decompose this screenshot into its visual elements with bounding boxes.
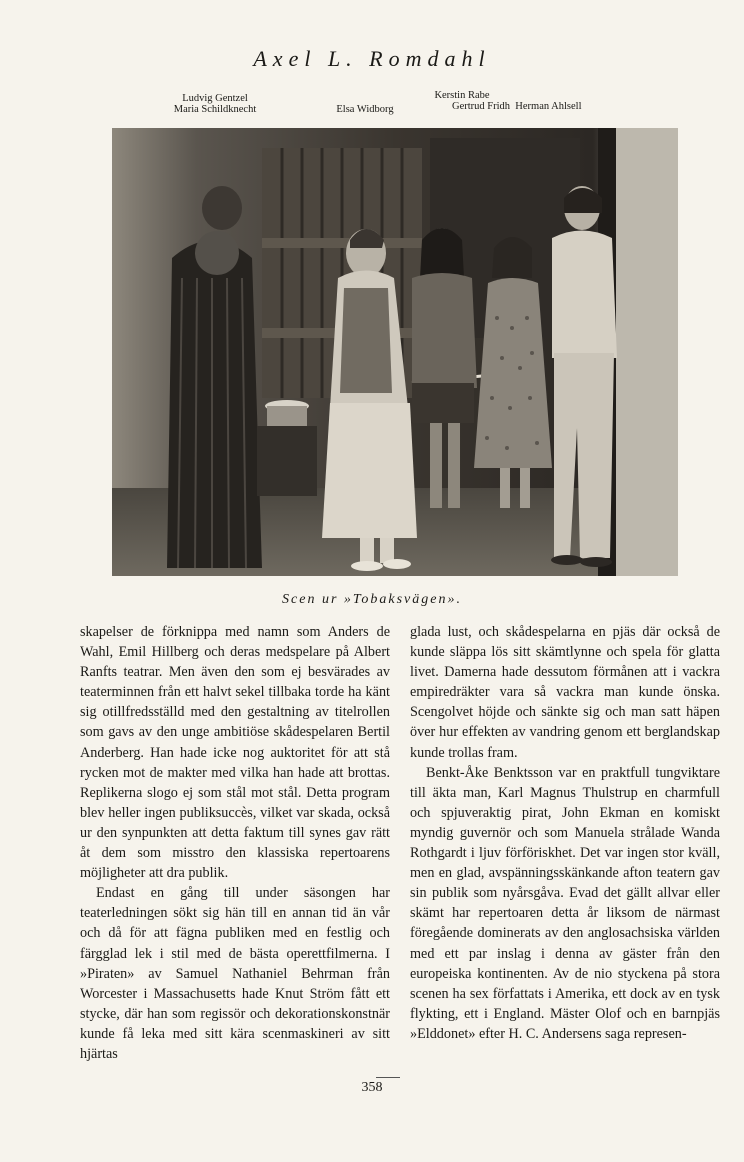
- credit-herman-ahlsell: Herman Ahlsell: [515, 101, 582, 112]
- credit-maria-schildknecht: Maria Schildknecht: [173, 104, 257, 115]
- right-column: [410, 622, 720, 1044]
- photo-caption: Scen ur »Tobaksvägen».: [282, 592, 462, 607]
- page-number: 358: [361, 1080, 383, 1095]
- right-paragraph-2: Benkt-Åke Benktsson var en praktfull tungviktare till äkta man, Karl Magnus Thulstrup en charmfull och spjuveraktig pirat, John Ekman en komiskt myndig guvernör och som Manuela strålade Wanda Rothgardt i ljuv förföriskhet. Det var ingen stor kväll, men en glad, avspänningsskänkande afton teatern gav sin publik som nyårsgåva. Evad det gällt allvar eller skämt har repertoaren detta år liksom de närmast föregående dominerats av den anglosachsiska världen med ett par inslag i denna av gäster från den europeiska kontinenten. Av de nio styckena på stora scenen ha sex författats i Amerika, ett dock av en tysk flykting, ett i England. Mäster Olof och en barnpjäs »Elddonet» efter H. C. Andersens saga represen-: [410, 764, 720, 1042]
- photo-credit-center: [312, 104, 418, 115]
- left-paragraph-2: Endast en gång till under säsongen har teaterledningen sökt sig hän till en annan tid än vår och då för att fägna publiken med en festlig och färgglad lek i stil med de bästa operettfilmerna. I »Piraten» av Samuel Nathaniel Behrman från Worcester i Massachusetts hade Knut Ström fått ett stycke, där han som regissör och dekorationskonstnär kunde få leka med sitt kära scenmaskineri av sitt hjärtas: [80, 885, 390, 1062]
- page-number-rule: [376, 1077, 400, 1078]
- left-paragraph-1: skapelser de förknippa med namn som Anders de Wahl, Emil Hillberg och deras medspelare på Albert Ranfts teatrar. Men även den som ej besvärades av teaterminnen från ett halvt sekel tillbaka torde ha känt sig otillfredsställd med den gestaltning av titelrollen som gavs av den unge ambitiöse skådespelaren Bertil Anderberg. Han hade icke nog auktoritet för att stå rycken mot de makter med vilka han hade att brottas. Replikerna slogo ej som stål mot stål. Detta program blev heller ingen publiksuccès, vilket var skada, också ur den synpunkten att detta faktum till synes gav rätt åt dem som misstro den klassiska repertoarens möjligheter att dra publik.: [80, 624, 390, 882]
- credit-gertrud-fridh: Gertrud Fridh: [452, 101, 511, 112]
- right-paragraph-1: glada lust, och skådespelarna en pjäs där också de kunde släppa lös sitt skämtlynne och spela för glatta livet. Damerna hade dessutom förmånen att i vackra empiredräkter vara så vackra man kunde önska. Scengolvet höjde och sänkte sig och man satt häpen över hur effekten av vandring genom ett berglandskap kunde trollas fram.: [410, 624, 720, 761]
- stage-photograph: [112, 128, 678, 576]
- credit-elsa-widborg: Elsa Widborg: [336, 104, 394, 115]
- left-column: [80, 622, 390, 1064]
- running-head: Axel L. Romdahl: [253, 46, 491, 71]
- photo-credit-left: [150, 93, 280, 115]
- photo-credit-right-top: [410, 90, 514, 101]
- credit-kerstin-rabe: Kerstin Rabe: [434, 90, 490, 101]
- credit-ludvig-gentzel: Ludvig Gentzel: [182, 93, 248, 104]
- photo-credit-right: [452, 101, 642, 112]
